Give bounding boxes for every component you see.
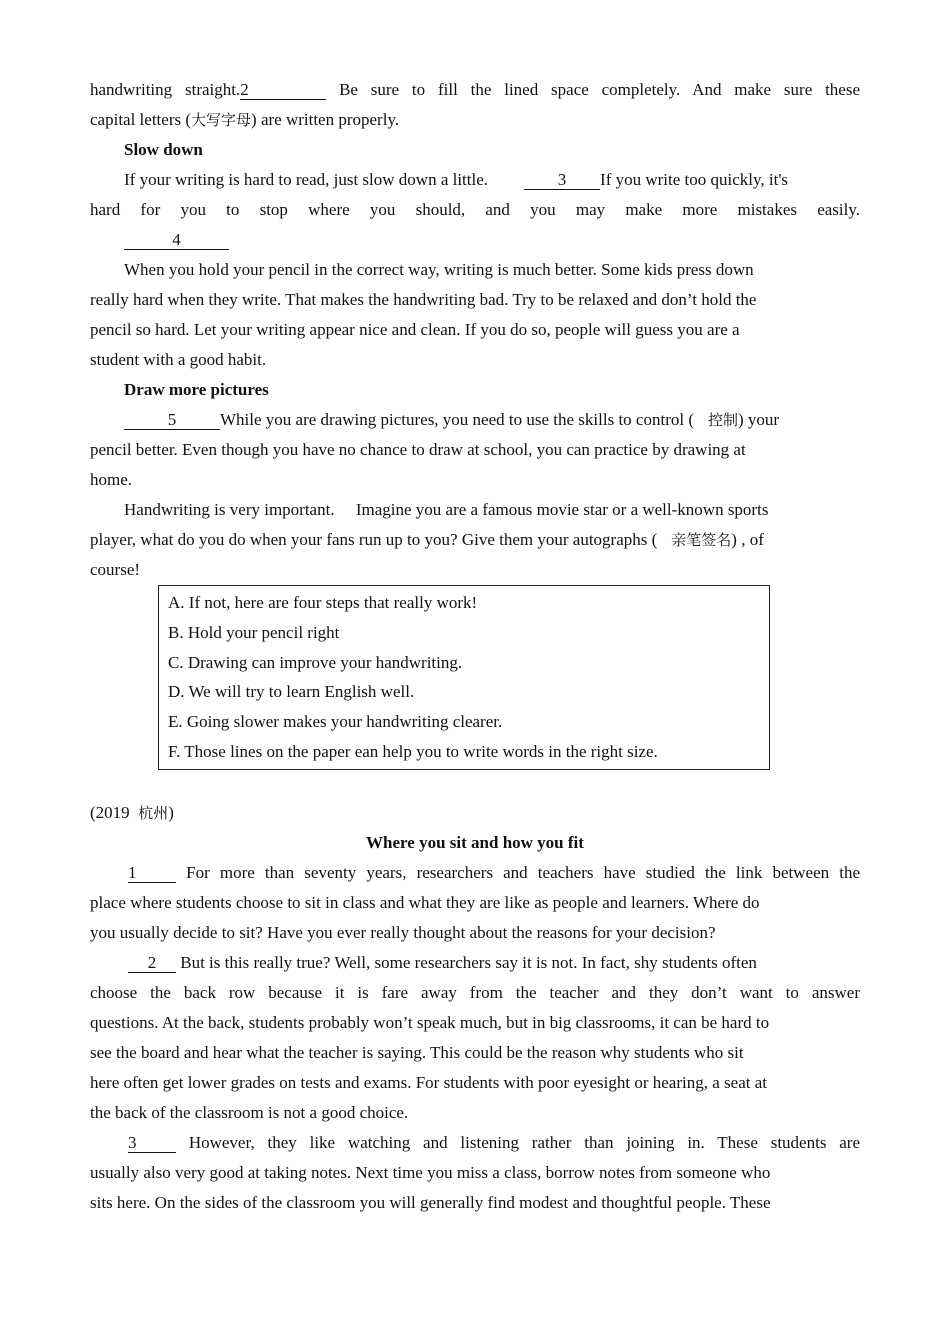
text-segment: But is this really true? Well, some researchers say it is not. In fact, shy students often xyxy=(180,952,757,972)
text-segment: For more than seventy years, researchers and teachers have studied the link between the xyxy=(186,862,860,882)
passage1-line-9: student with a good habit. xyxy=(90,350,267,369)
passage2-p3-line-3: sits here. On the sides of the classroom you will generally find modest and thoughtful people. These xyxy=(90,1192,771,1212)
passage2-p2-line-3: questions. At the back, students probably won’t speak much, but in big classrooms, it can be hard to xyxy=(90,1012,770,1032)
passage2-p2-line-5: here often get lower grades on tests and exams. For students with poor eyesight or hearing, a seat at xyxy=(90,1072,767,1092)
passage2-p3-line-2: usually also very good at taking notes. Next time you miss a class, borrow notes from someone who xyxy=(90,1162,771,1182)
answer-blank-5[interactable]: 5 xyxy=(124,407,220,430)
passage1-line-1 xyxy=(90,75,860,105)
text-segment: (2019 xyxy=(90,802,139,822)
text-segment: If your writing is hard to read, just slow down a little. xyxy=(124,170,489,189)
answer-blank-2[interactable]: 2 xyxy=(240,77,326,100)
text-segment: ) your xyxy=(738,410,780,429)
section-heading-slow-down: Slow down xyxy=(124,140,203,159)
passage1-line-7: really hard when they write. That makes the handwriting bad. Try to be relaxed and don’t hold the xyxy=(90,290,757,309)
page-content xyxy=(90,75,860,1218)
passage2-p1-line-1 xyxy=(90,858,860,888)
source-label xyxy=(90,798,860,828)
text-segment: However, they like watching and listening rather than joining in. These students are xyxy=(188,1132,861,1152)
option-d: D. We will try to learn English well. xyxy=(168,682,415,702)
passage2-p3-line-1 xyxy=(90,1128,860,1158)
option-c: C. Drawing can improve your handwriting. xyxy=(168,652,463,672)
passage2-p2-line-6: the back of the classroom is not a good choice. xyxy=(90,1102,409,1122)
option-a: A. If not, here are four steps that really work! xyxy=(168,593,478,612)
text-segment: capital letters ( xyxy=(90,110,192,129)
passage2-p1-line-2: place where students choose to sit in class and what they are like as people and learners. Where do xyxy=(90,892,760,912)
answer-blank-2b[interactable]: 2 xyxy=(128,950,176,973)
passage1-line-12: home. xyxy=(90,470,133,489)
text-segment: ) , of xyxy=(731,530,764,549)
passage2-p2-line-4: see the board and hear what the teacher is saying. This could be the reason why students who sit xyxy=(90,1042,744,1062)
passage2-title: Where you sit and how you fit xyxy=(366,832,584,852)
text-segment: player, what do you do when your fans run up to you? Give them your autographs ( xyxy=(90,530,658,549)
text-segment: ) xyxy=(168,802,174,822)
option-f: F. Those lines on the paper ean help you to write words in the right size. xyxy=(168,741,658,761)
passage1-line-8: pencil so hard. Let your writing appear nice and clean. If you do so, people will guess you are a xyxy=(90,320,740,339)
passage1-line-2 xyxy=(90,105,860,135)
chinese-gloss: 亲笔签名 xyxy=(671,531,732,549)
answer-blank-1[interactable]: 1 xyxy=(128,860,176,883)
passage1-line-14 xyxy=(90,525,860,555)
chinese-gloss: 控制 xyxy=(708,411,739,429)
passage1-line-13: Handwriting is very important. Imagine you are a famous movie star or a well-known sports xyxy=(124,500,769,519)
passage1-line-10 xyxy=(90,405,860,435)
answer-blank-3[interactable]: 3 xyxy=(524,167,600,190)
option-b: B. Hold your pencil right xyxy=(168,622,340,642)
chinese-gloss: 大写字母 xyxy=(191,111,252,129)
answer-blank-3b[interactable]: 3 xyxy=(128,1130,176,1153)
text-segment: Be sure to fill the lined space completely. And make sure these xyxy=(339,80,860,99)
source-city: 杭州 xyxy=(138,803,169,822)
passage1-line-11: pencil better. Even though you have no chance to draw at school, you can practice by drawing at xyxy=(90,440,746,459)
answer-blank-4[interactable]: 4 xyxy=(124,227,229,250)
passage1-line-6: When you hold your pencil in the correct way, writing is much better. Some kids press down xyxy=(124,260,754,279)
passage2-p2-line-1 xyxy=(90,948,860,978)
text-segment: If you write too quickly, it's xyxy=(600,170,789,189)
text-segment: While you are drawing pictures, you need to use the skills to control ( xyxy=(220,410,694,429)
passage1-line-5 xyxy=(90,225,860,255)
passage2-p1-line-3: you usually decide to sit? Have you ever really thought about the reasons for your decision? xyxy=(90,922,716,942)
passage1-line-4: hard for you to stop where you should, and you may make more mistakes easily. xyxy=(90,200,860,219)
passage1-line-15: course! xyxy=(90,560,141,579)
passage2-p2-line-2: choose the back row because it is fare away from the teacher and they don’t want to answer xyxy=(90,982,860,1002)
options-box xyxy=(158,585,770,770)
section-heading-draw-more-pictures: Draw more pictures xyxy=(124,380,269,399)
option-e: E. Going slower makes your handwriting clearer. xyxy=(168,712,503,732)
text-segment: handwriting straight. xyxy=(90,80,241,99)
text-segment: ) are written properly. xyxy=(251,110,400,129)
passage1-line-3 xyxy=(90,165,860,195)
